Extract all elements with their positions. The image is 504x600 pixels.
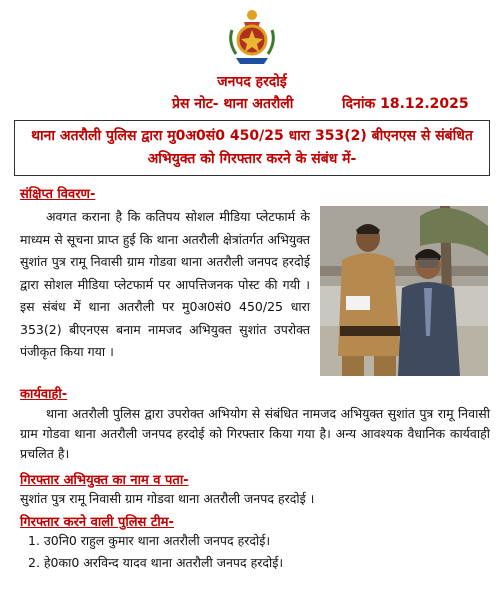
arrested-heading: गिरफ्तार अभियुक्त का नाम व पता- (20, 473, 189, 488)
arrest-photo (320, 206, 488, 376)
press-note-label: प्रेस नोट- थाना अतरौली (172, 96, 294, 112)
press-note-date: दिनांक 18.12.2025 (342, 96, 469, 112)
up-police-emblem-icon (222, 6, 282, 68)
action-body: थाना अतरौली पुलिस द्वारा उपरोक्त अभियोग से संबंधित नामजद अभियुक्त सुशांत पुत्र रामू निवासी ग्राम गोडवा थाना अतरौली जनपद हरदोई को गिरफ्तार किया गया है। अन्य आवश्यक वैधानिक कार्यवाही प्रचलित है। (20, 406, 490, 461)
action-heading: कार्यवाही- (20, 387, 68, 402)
summary-heading: संक्षिप्त विवरण- (20, 187, 96, 202)
action-text (20, 404, 490, 464)
summary-text (20, 206, 310, 364)
district-name: जनपद हरदोई (217, 74, 287, 90)
arrested-text: सुशांत पुत्र रामू निवासी ग्राम गोडवा थाना अतरौली जनपद हरदोई । (20, 491, 315, 506)
team-heading: गिरफ्तार करने वाली पुलिस टीम- (20, 515, 174, 530)
team-member: 2. हे0का0 अरविन्द यादव थाना अतरौली जनपद हरदोई। (28, 555, 284, 570)
press-note-title: थाना अतरौली पुलिस द्वारा मु0अ0सं0 450/25 धारा 353(2) बीएनएस से संबंधित अभियुक्त को गिरफ्तार करने के संबंध में- (14, 120, 490, 176)
team-member: 1. उ0नि0 राहुल कुमार थाना अतरौली जनपद हरदोई। (28, 533, 271, 548)
summary-body: अवगत कराना है कि कतिपय सोशल मीडिया प्लेटफार्म के माध्यम से सूचना प्राप्त हुई कि थाना अतरौली क्षेत्रांतर्गत अभियुक्त सुशांत पुत्र रामू निवासी ग्राम गोडवा थाना अतरौली जनपद हरदोई द्वारा सोशल मीडिया प्लेटफार्म पर आपत्तिजनक पोस्ट की गयी । इस संबंध में थाना अतरौली पर मु0अ0सं0 450/25 धारा 353(2) बीएनएस बनाम नामजद अभियुक्त सुशांत उपरोक्त पंजीकृत किया गया । (20, 209, 310, 359)
